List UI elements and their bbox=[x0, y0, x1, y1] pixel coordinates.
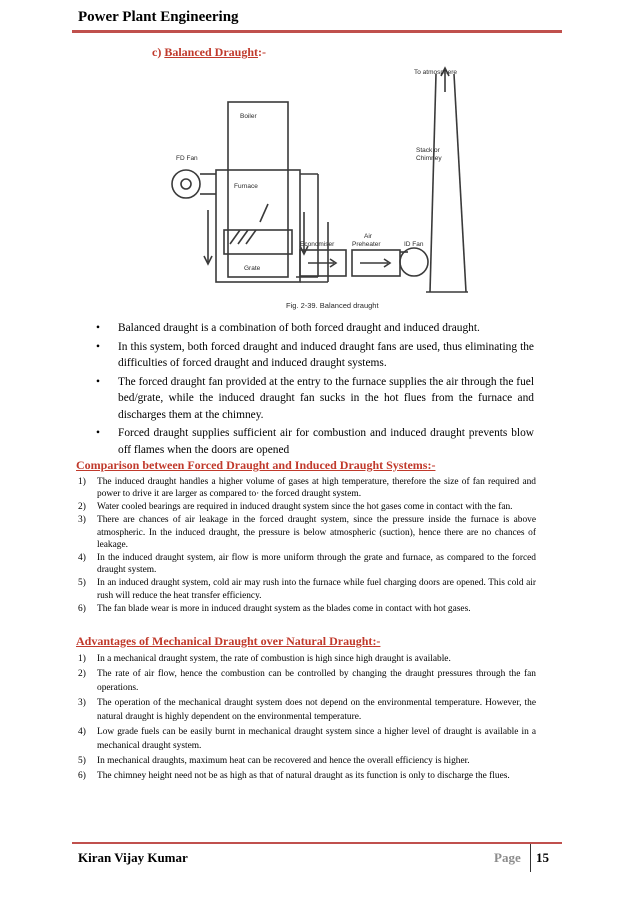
list-number: 1) bbox=[78, 654, 86, 664]
section-suffix: :- bbox=[258, 45, 267, 59]
balanced-draught-bullets bbox=[96, 320, 534, 460]
comparison-heading-suffix: :- bbox=[427, 458, 436, 472]
fd-fan-circle bbox=[172, 170, 200, 198]
label-chimney: Chimney bbox=[416, 155, 442, 162]
list-item bbox=[78, 725, 536, 754]
label-id-fan: ID Fan bbox=[404, 241, 424, 248]
header-title: Power Plant Engineering bbox=[78, 9, 239, 25]
list-text: In mechanical draughts, maximum heat can be recovered and hence the overall efficiency is higher. bbox=[97, 756, 470, 767]
list-number: 4) bbox=[78, 726, 86, 737]
bullet-item: • In this system, both forced draught and induced draught fans are used, thus eliminating the difficulties of forced draught and induced draught systems. bbox=[96, 339, 534, 372]
list-number: 4) bbox=[78, 552, 86, 563]
list-number: 1) bbox=[78, 477, 86, 487]
footer-author: Kiran Vijay Kumar bbox=[78, 850, 188, 865]
list-number: 5) bbox=[78, 578, 86, 589]
list-item bbox=[78, 769, 536, 783]
list-item bbox=[78, 603, 536, 615]
list-number: 2) bbox=[78, 502, 86, 513]
list-text: In an induced draught system, cold air may rush into the furnace while fuel charging doors are opened. This cold air rush will reduce the heat transfer efficiency. bbox=[97, 578, 536, 601]
balanced-draught-diagram bbox=[168, 62, 468, 314]
list-number: 2) bbox=[78, 668, 86, 679]
list-text: The fan blade wear is more in induced draught system as the blades come in contact with hot gases. bbox=[97, 603, 471, 614]
list-item bbox=[78, 514, 536, 551]
label-stack: Stack or bbox=[416, 147, 440, 154]
figure-caption: Fig. 2-39. Balanced draught bbox=[286, 301, 379, 310]
list-text: In a mechanical draught system, the rate of combustion is high since high draught is available. bbox=[97, 654, 451, 664]
list-number: 3) bbox=[78, 697, 86, 708]
footer-page-number: 15 bbox=[536, 850, 549, 865]
advantages-heading-suffix: :- bbox=[372, 634, 381, 648]
section-heading-balanced-draught bbox=[152, 45, 266, 60]
comparison-heading-text: Comparison between Forced Draught and Induced Draught Systems bbox=[76, 458, 428, 472]
label-boiler: Boiler bbox=[240, 113, 257, 120]
footer-rule bbox=[72, 842, 562, 844]
list-text: Low grade fuels can be easily burnt in mechanical draught system since a higher level of draught is available in a mechanical draught system. bbox=[97, 726, 536, 752]
list-number: 6) bbox=[78, 603, 86, 614]
bullet-item: • Balanced draught is a combination of both forced draught and induced draught. bbox=[96, 320, 534, 337]
list-text: The chimney height need not be as high as that of natural draught as its function is only to discharge the flues. bbox=[97, 770, 510, 781]
list-item bbox=[78, 577, 536, 602]
grate-box bbox=[224, 230, 292, 254]
list-item bbox=[78, 552, 536, 577]
label-furnace: Furnace bbox=[234, 183, 258, 190]
footer-divider bbox=[530, 844, 531, 872]
label-preheater: Preheater bbox=[352, 241, 381, 248]
label-atmosphere: To atmosphere bbox=[414, 69, 457, 76]
list-item bbox=[78, 754, 536, 768]
list-number: 5) bbox=[78, 756, 86, 767]
list-text: The induced draught handles a higher volume of gases at high temperature, therefore the size of fan required and power to drive it are larger as compared to· the forced draught system. bbox=[97, 477, 536, 500]
comparison-list bbox=[78, 476, 536, 615]
list-item bbox=[78, 696, 536, 725]
list-number: 3) bbox=[78, 515, 86, 526]
list-item bbox=[78, 652, 536, 666]
label-grate: Grate bbox=[244, 265, 261, 272]
list-item bbox=[78, 476, 536, 501]
footer-page-label: Page bbox=[494, 850, 521, 865]
advantages-heading bbox=[76, 634, 380, 649]
bullet-item: • The forced draught fan provided at the entry to the furnace supplies the air through the fuel bed/grate, while the induced draught fan sucks in the hot flues from the furnace and discharges them at the chimney. bbox=[96, 374, 534, 424]
header-rule bbox=[72, 30, 562, 33]
section-prefix: c) bbox=[152, 45, 165, 59]
list-number: 6) bbox=[78, 770, 86, 781]
list-item bbox=[78, 501, 536, 513]
advantages-list bbox=[78, 652, 536, 784]
label-economiser: Economiser bbox=[300, 241, 335, 248]
label-fd-fan: FD Fan bbox=[176, 155, 198, 162]
list-text: The rate of air flow, hence the combustion can be controlled by changing the draught pressures through the fan operations. bbox=[97, 668, 536, 694]
list-text: In the induced draught system, air flow is more uniform through the grate and furnace, as compared to the forced draught system. bbox=[97, 552, 536, 576]
section-title: Balanced Draught bbox=[164, 45, 259, 59]
comparison-heading bbox=[76, 458, 435, 473]
bullet-item: • Forced draught supplies sufficient air for combustion and induced draught prevents blow off flames when the doors are opened bbox=[96, 425, 534, 458]
list-text: There are chances of air leakage in the forced draught system, since the pressure inside the furnace is above atmospheric. In the induced draught, the pressure is below atmospheric (suction), hence there are no chances of leakage. bbox=[97, 515, 536, 551]
label-air: Air bbox=[364, 233, 372, 240]
advantages-heading-text: Advantages of Mechanical Draught over Natural Draught bbox=[76, 634, 373, 648]
list-text: The operation of the mechanical draught system does not depend on the environmental temperature. However, the natural draught is highly dependent on the environmental temperature. bbox=[97, 697, 536, 723]
list-item bbox=[78, 667, 536, 696]
list-text: Water cooled bearings are required in induced draught system since the hot gases come in contact with the fan. bbox=[97, 502, 513, 513]
